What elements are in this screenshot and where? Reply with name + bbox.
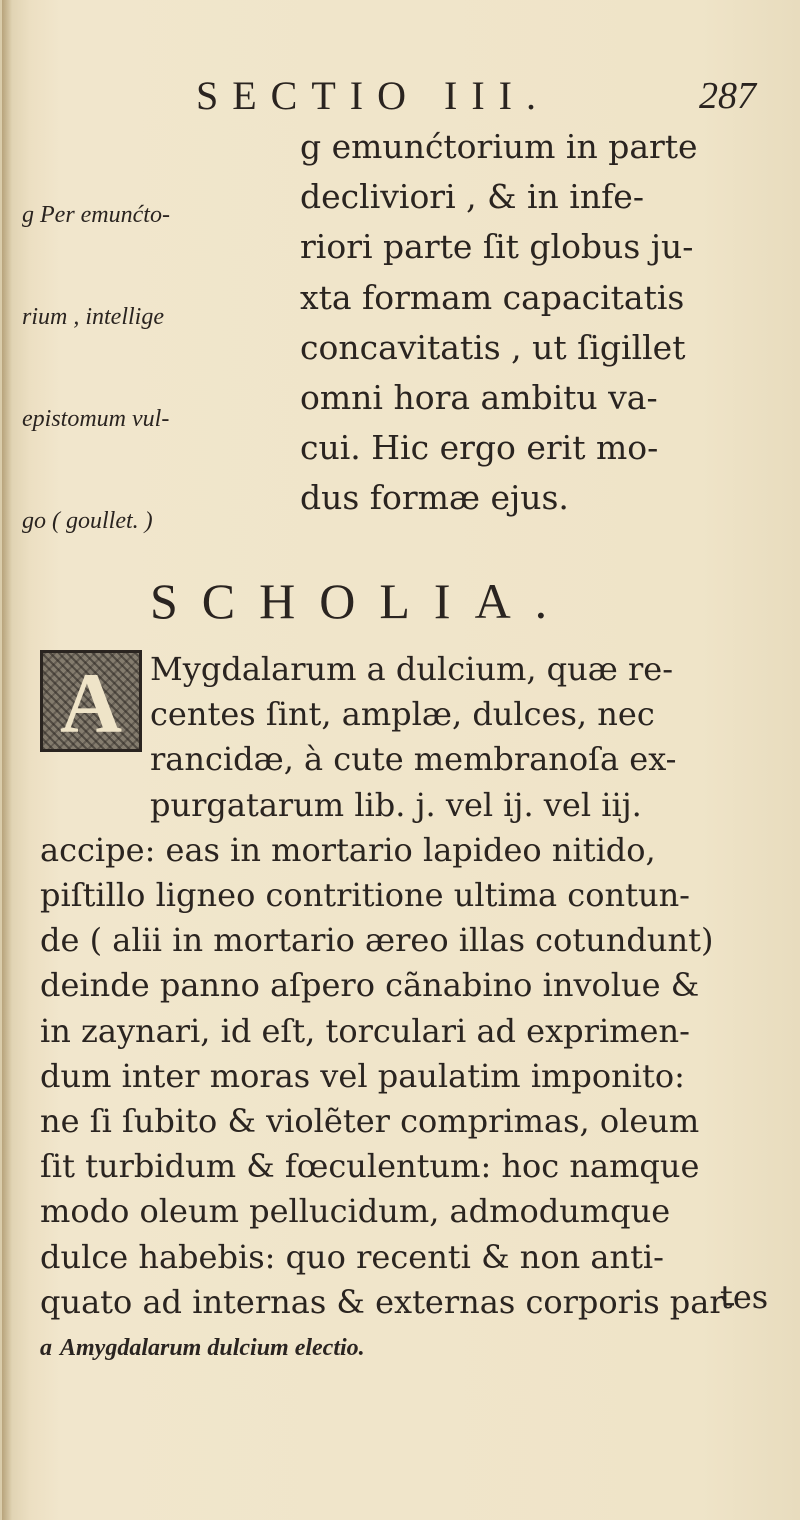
page-number: 287 (699, 75, 756, 117)
scholia-line: deinde panno aſpero cãnabino involue & (40, 966, 700, 1005)
catchword: tes (720, 1278, 769, 1316)
body-line: dus formæ ejus. (300, 478, 569, 518)
body-line: concavitatis , ut ſigillet (300, 327, 686, 367)
scholia-line: ne ſi ſubito & violẽter comprimas, oleum (40, 1102, 700, 1141)
body-line: riori parte ſit globus ju- (300, 227, 694, 267)
scholia-line: ſit turbidum & fœculentum: hoc namque (40, 1147, 700, 1186)
body-line: g emunćtorium in parte (300, 127, 698, 166)
scholia-line: dulce habebis: quo recenti & non anti- (40, 1237, 664, 1276)
scholia-line: in zaynari, id eſt, torculari ad exprimen- (40, 1011, 690, 1050)
scholia-heading: SCHOLIA. (150, 573, 572, 629)
body-line: cui. Hic ergo erit mo- (300, 428, 659, 468)
scholia-line: piſtillo ligneo contritione ultima contun- (40, 876, 690, 915)
margin-note-line: g Per emunćto- (22, 202, 170, 228)
margin-note-line: rium , intellige (22, 304, 164, 330)
scholia-line: dum inter moras vel paulatim imponito: (40, 1056, 685, 1095)
scholia-line: Mygdalarum a dulcium, quæ re- (150, 650, 674, 688)
scholia-text (40, 647, 780, 1325)
scholia-line: purgatarum lib. j. vel ij. vel iij. (150, 785, 642, 824)
body-line: decliviori , & in infe- (300, 177, 644, 217)
scholia-line: de ( alii in mortario æreo illas cotundunt) (40, 921, 714, 960)
margin-note-line: epistomum vul- (22, 406, 170, 432)
running-header (196, 72, 756, 122)
body-line: xta formam capacitatis (300, 277, 685, 317)
drop-cap-letter: A (43, 653, 139, 749)
page-gutter (2, 0, 12, 1520)
body-text (300, 122, 770, 524)
scholia-line: accipe: eas in mortario lapideo nitido, (40, 830, 656, 869)
scholia-line: quato ad internas & externas corporis par- (40, 1282, 736, 1321)
footnote-mark: a (40, 1335, 52, 1361)
footnote (40, 1335, 365, 1362)
scholia-line: rancidæ, à cute membranoſa ex- (150, 740, 677, 779)
scholia-line: centes ſint, amplæ, dulces, nec (150, 695, 655, 734)
scholia-line: modo oleum pellucidum, admodumque (40, 1192, 671, 1231)
margin-note-line: go ( goullet. ) (22, 508, 153, 534)
body-line: omni hora ambitu va- (300, 378, 658, 418)
margin-note (22, 130, 272, 606)
footnote-text: Amygdalarum dulcium electio. (60, 1335, 365, 1361)
section-title: SECTIO III. (196, 73, 550, 118)
